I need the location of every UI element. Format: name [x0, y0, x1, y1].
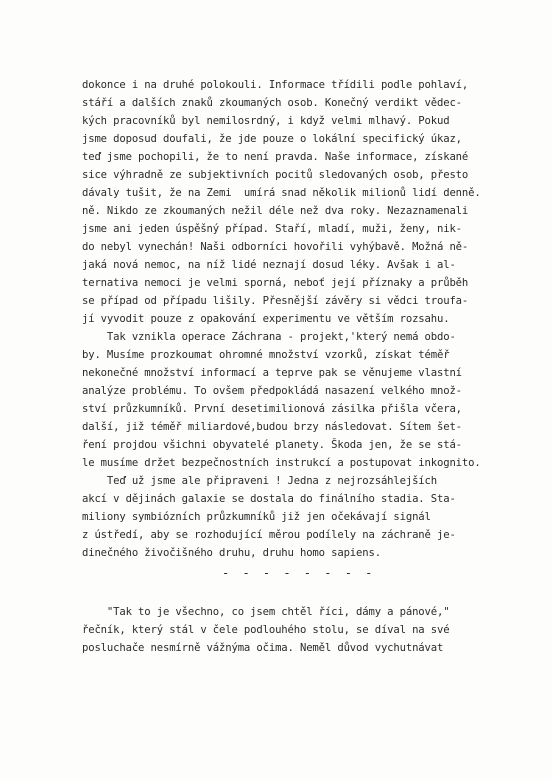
text-line: ternativa nemoci je velmi sporná, neboť její příznaky a průběh	[82, 277, 469, 289]
section-separator: - - - - - - - -	[222, 566, 376, 580]
text-line: jí vyvodit pouze z opakování experimentu ve větším rozsahu.	[82, 313, 450, 325]
text-line: by. Musíme prozkoumat ohromné množství vzorků, získat téměř	[82, 349, 450, 361]
text-line: Tak vznikla operace Záchrana - projekt,'který nemá obdo-	[82, 331, 456, 343]
text-line: další, již téměř miliardové,budou brzy následovat. Sítem šet-	[82, 421, 462, 433]
text-line: akcí v dějinách galaxie se dostala do finálního stadia. Sta-	[82, 493, 456, 505]
text-line: ství průzkumníků. První desetimilionová zásilka přišla včera,	[82, 403, 462, 415]
text-line: posluchače nesmírně vážnýma očima. Neměl důvod vychutnávat	[82, 642, 444, 654]
text-line: kých pracovníků byl nemilosrdný, i když velmi mlhavý. Pokud	[82, 115, 450, 127]
text-line: dávaly tušit, že na Zemi umírá snad několik milionů lidí denně.	[82, 187, 481, 199]
text-line: stáří a dalších znaků zkoumaných osob. Konečný verdikt vědec-	[82, 97, 462, 109]
text-line: "Tak to je všechno, co jsem chtěl říci, dámy a pánové,"	[82, 606, 450, 618]
text-line: se případ od případu lišily. Přesnější závěry si vědci troufa-	[82, 295, 469, 307]
text-line: jaká nová nemoc, na níž lidé neznají dosud léky. Avšak i al-	[82, 259, 456, 271]
text-line: ně. Nikdo ze zkoumaných nežil déle než dva roky. Nezaznamenali	[82, 205, 469, 217]
text-line: Teď už jsme ale připraveni ! Jedna z nejrozsáhlejších	[82, 475, 437, 487]
text-line: z ústředí, aby se rozhodující měrou podílely na záchraně je-	[82, 529, 456, 541]
text-line: teď jsme pochopili, že to není pravda. Naše informace, získané	[82, 151, 469, 163]
text-line: jsme ani jeden úspěšný případ. Staří, mladí, muži, ženy, nik-	[82, 223, 462, 235]
text-line: řečník, který stál v čele podlouhého stolu, se díval na své	[82, 624, 450, 636]
text-line: sice výhradně ze subjektivních pocitů sledovaných osob, přesto	[82, 169, 469, 181]
text-line: ření projdou všichni obyvatelé planety. Škoda jen, že se stá-	[82, 439, 462, 451]
text-line: dokonce i na druhé polokouli. Informace třídili podle pohlaví,	[82, 79, 469, 91]
text-line: do nebyl vynechán! Naši odborníci hovořili vyhýbavě. Možná ně-	[82, 241, 469, 253]
text-line: dinečného živočišného druhu, druhu homo sapiens.	[82, 547, 381, 559]
text-line: miliony symbiózních průzkumníků již jen očekávají signál	[82, 511, 431, 523]
text-line: nekonečné množství informací a teprve pak se věnujeme vlastní	[82, 367, 462, 379]
text-line: analýze problému. To ovšem předpokládá nasazení velkého množ-	[82, 385, 462, 397]
text-line: le musíme držet bezpečnostních instrukcí a postupovat inkognito.	[82, 457, 481, 469]
text-line: jsme doposud doufali, že jde pouze o lokální specifický úkaz,	[82, 133, 462, 145]
